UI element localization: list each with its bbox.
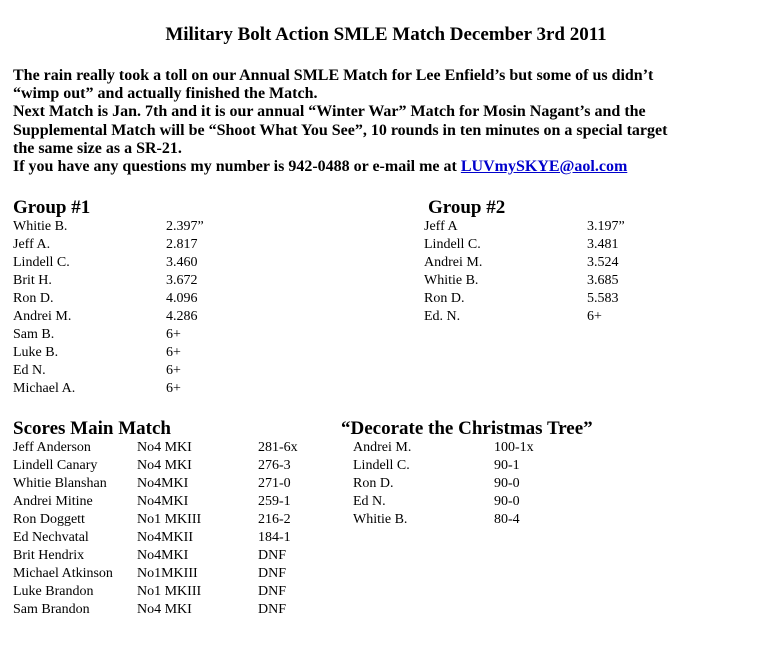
cell-score: 6+ (166, 327, 181, 342)
cell-name: Whitie Blanshan (13, 476, 107, 491)
cell-rifle: No1MKIII (137, 566, 198, 581)
group2-title: Group #2 (428, 197, 506, 218)
cell-score: 90-0 (494, 494, 520, 509)
cell-score: 5.583 (587, 291, 619, 306)
cell-score: 3.672 (166, 273, 198, 288)
cell-score: 6+ (587, 309, 602, 324)
cell-name: Whitie B. (13, 219, 68, 234)
cell-score: 2.397” (166, 219, 204, 234)
cell-score: 2.817 (166, 237, 198, 252)
cell-name: Ron D. (13, 291, 54, 306)
cell-name: Brit H. (13, 273, 52, 288)
intro-line: Supplemental Match will be “Shoot What You See”, 10 rounds in ten minutes on a special target (13, 121, 668, 139)
cell-score: 6+ (166, 363, 181, 378)
cell-name: Lindell Canary (13, 458, 98, 473)
cell-name: Brit Hendrix (13, 548, 85, 563)
cell-rifle: No1 MKIII (137, 512, 202, 527)
cell-name: Michael A. (13, 381, 76, 396)
cell-score: 271-0 (258, 476, 291, 491)
cell-rifle: No4 MKI (137, 440, 192, 455)
cell-score: DNF (258, 602, 287, 617)
cell-score: 276-3 (258, 458, 291, 473)
cell-name: Michael Atkinson (13, 566, 113, 581)
intro-line: The rain really took a toll on our Annual SMLE Match for Lee Enfield’s but some of us didn’t (13, 67, 654, 84)
cell-name: Ron D. (353, 476, 394, 491)
cell-score: 184-1 (258, 530, 291, 545)
cell-rifle: No4MKII (137, 530, 193, 545)
email-link[interactable]: LUVmySKYE@aol.com (460, 158, 628, 176)
cell-name: Luke Brandon (13, 584, 94, 599)
cell-score: DNF (258, 566, 287, 581)
cell-rifle: No4 MKI (137, 602, 192, 617)
cell-name: Ron Doggett (13, 512, 85, 527)
cell-score: 4.286 (166, 309, 198, 324)
cell-rifle: No4MKI (137, 476, 189, 491)
cell-score: 90-1 (494, 458, 520, 473)
cell-score: 4.096 (166, 291, 198, 306)
cell-score: 259-1 (258, 494, 291, 509)
cell-score: 90-0 (494, 476, 520, 491)
cell-rifle: No4 MKI (137, 458, 192, 473)
cell-name: Whitie B. (353, 512, 408, 527)
christmas-title: “Decorate the Christmas Tree” (341, 418, 593, 439)
cell-name: Ed N. (353, 494, 386, 509)
intro-line: “wimp out” and actually finished the Match. (13, 85, 318, 103)
group1-title: Group #1 (13, 197, 91, 218)
cell-score: 281-6x (258, 440, 298, 455)
cell-score: 100-1x (494, 440, 534, 455)
page-title: Military Bolt Action SMLE Match December 3rd 2011 (165, 24, 607, 45)
contact-line (13, 158, 667, 176)
cell-score: 3.524 (587, 255, 619, 270)
cell-name: Ed Nechvatal (13, 530, 89, 545)
cell-name: Andrei M. (13, 309, 72, 324)
cell-score: DNF (258, 548, 287, 563)
cell-rifle: No1 MKIII (137, 584, 202, 599)
intro-line: Next Match is Jan. 7th and it is our annual “Winter War” Match for Mosin Nagant’s and the (13, 103, 646, 121)
cell-name: Lindell C. (13, 255, 70, 270)
cell-score: 80-4 (494, 512, 520, 527)
cell-name: Jeff Anderson (13, 440, 91, 455)
intro-line: the same size as a SR-21. (13, 139, 182, 157)
cell-score: 3.481 (587, 237, 619, 252)
cell-score: 6+ (166, 345, 181, 360)
cell-rifle: No4MKI (137, 548, 189, 563)
cell-name: Ron D. (424, 291, 465, 306)
cell-name: Andrei Mitine (13, 494, 93, 509)
cell-score: 6+ (166, 381, 181, 396)
cell-name: Ed N. (13, 363, 46, 378)
cell-name: Andrei M. (424, 255, 483, 270)
cell-name: Whitie B. (424, 273, 479, 288)
cell-name: Lindell C. (353, 458, 410, 473)
contact-text: If you have any questions my number is 942-0488 or e-mail me at (13, 158, 457, 176)
cell-rifle: No4MKI (137, 494, 189, 509)
main-match-title: Scores Main Match (13, 418, 171, 439)
cell-name: Jeff A. (13, 237, 51, 252)
cell-name: Sam Brandon (13, 602, 90, 617)
cell-score: 216-2 (258, 512, 291, 527)
intro-paragraph (13, 67, 667, 176)
cell-name: Luke B. (13, 345, 59, 360)
cell-name: Lindell C. (424, 237, 481, 252)
cell-name: Andrei M. (353, 440, 412, 455)
cell-score: 3.460 (166, 255, 198, 270)
cell-name: Sam B. (13, 327, 55, 342)
cell-score: 3.685 (587, 273, 619, 288)
cell-name: Jeff A (424, 219, 458, 234)
cell-name: Ed. N. (424, 309, 461, 324)
cell-score: 3.197” (587, 219, 625, 234)
cell-score: DNF (258, 584, 287, 599)
